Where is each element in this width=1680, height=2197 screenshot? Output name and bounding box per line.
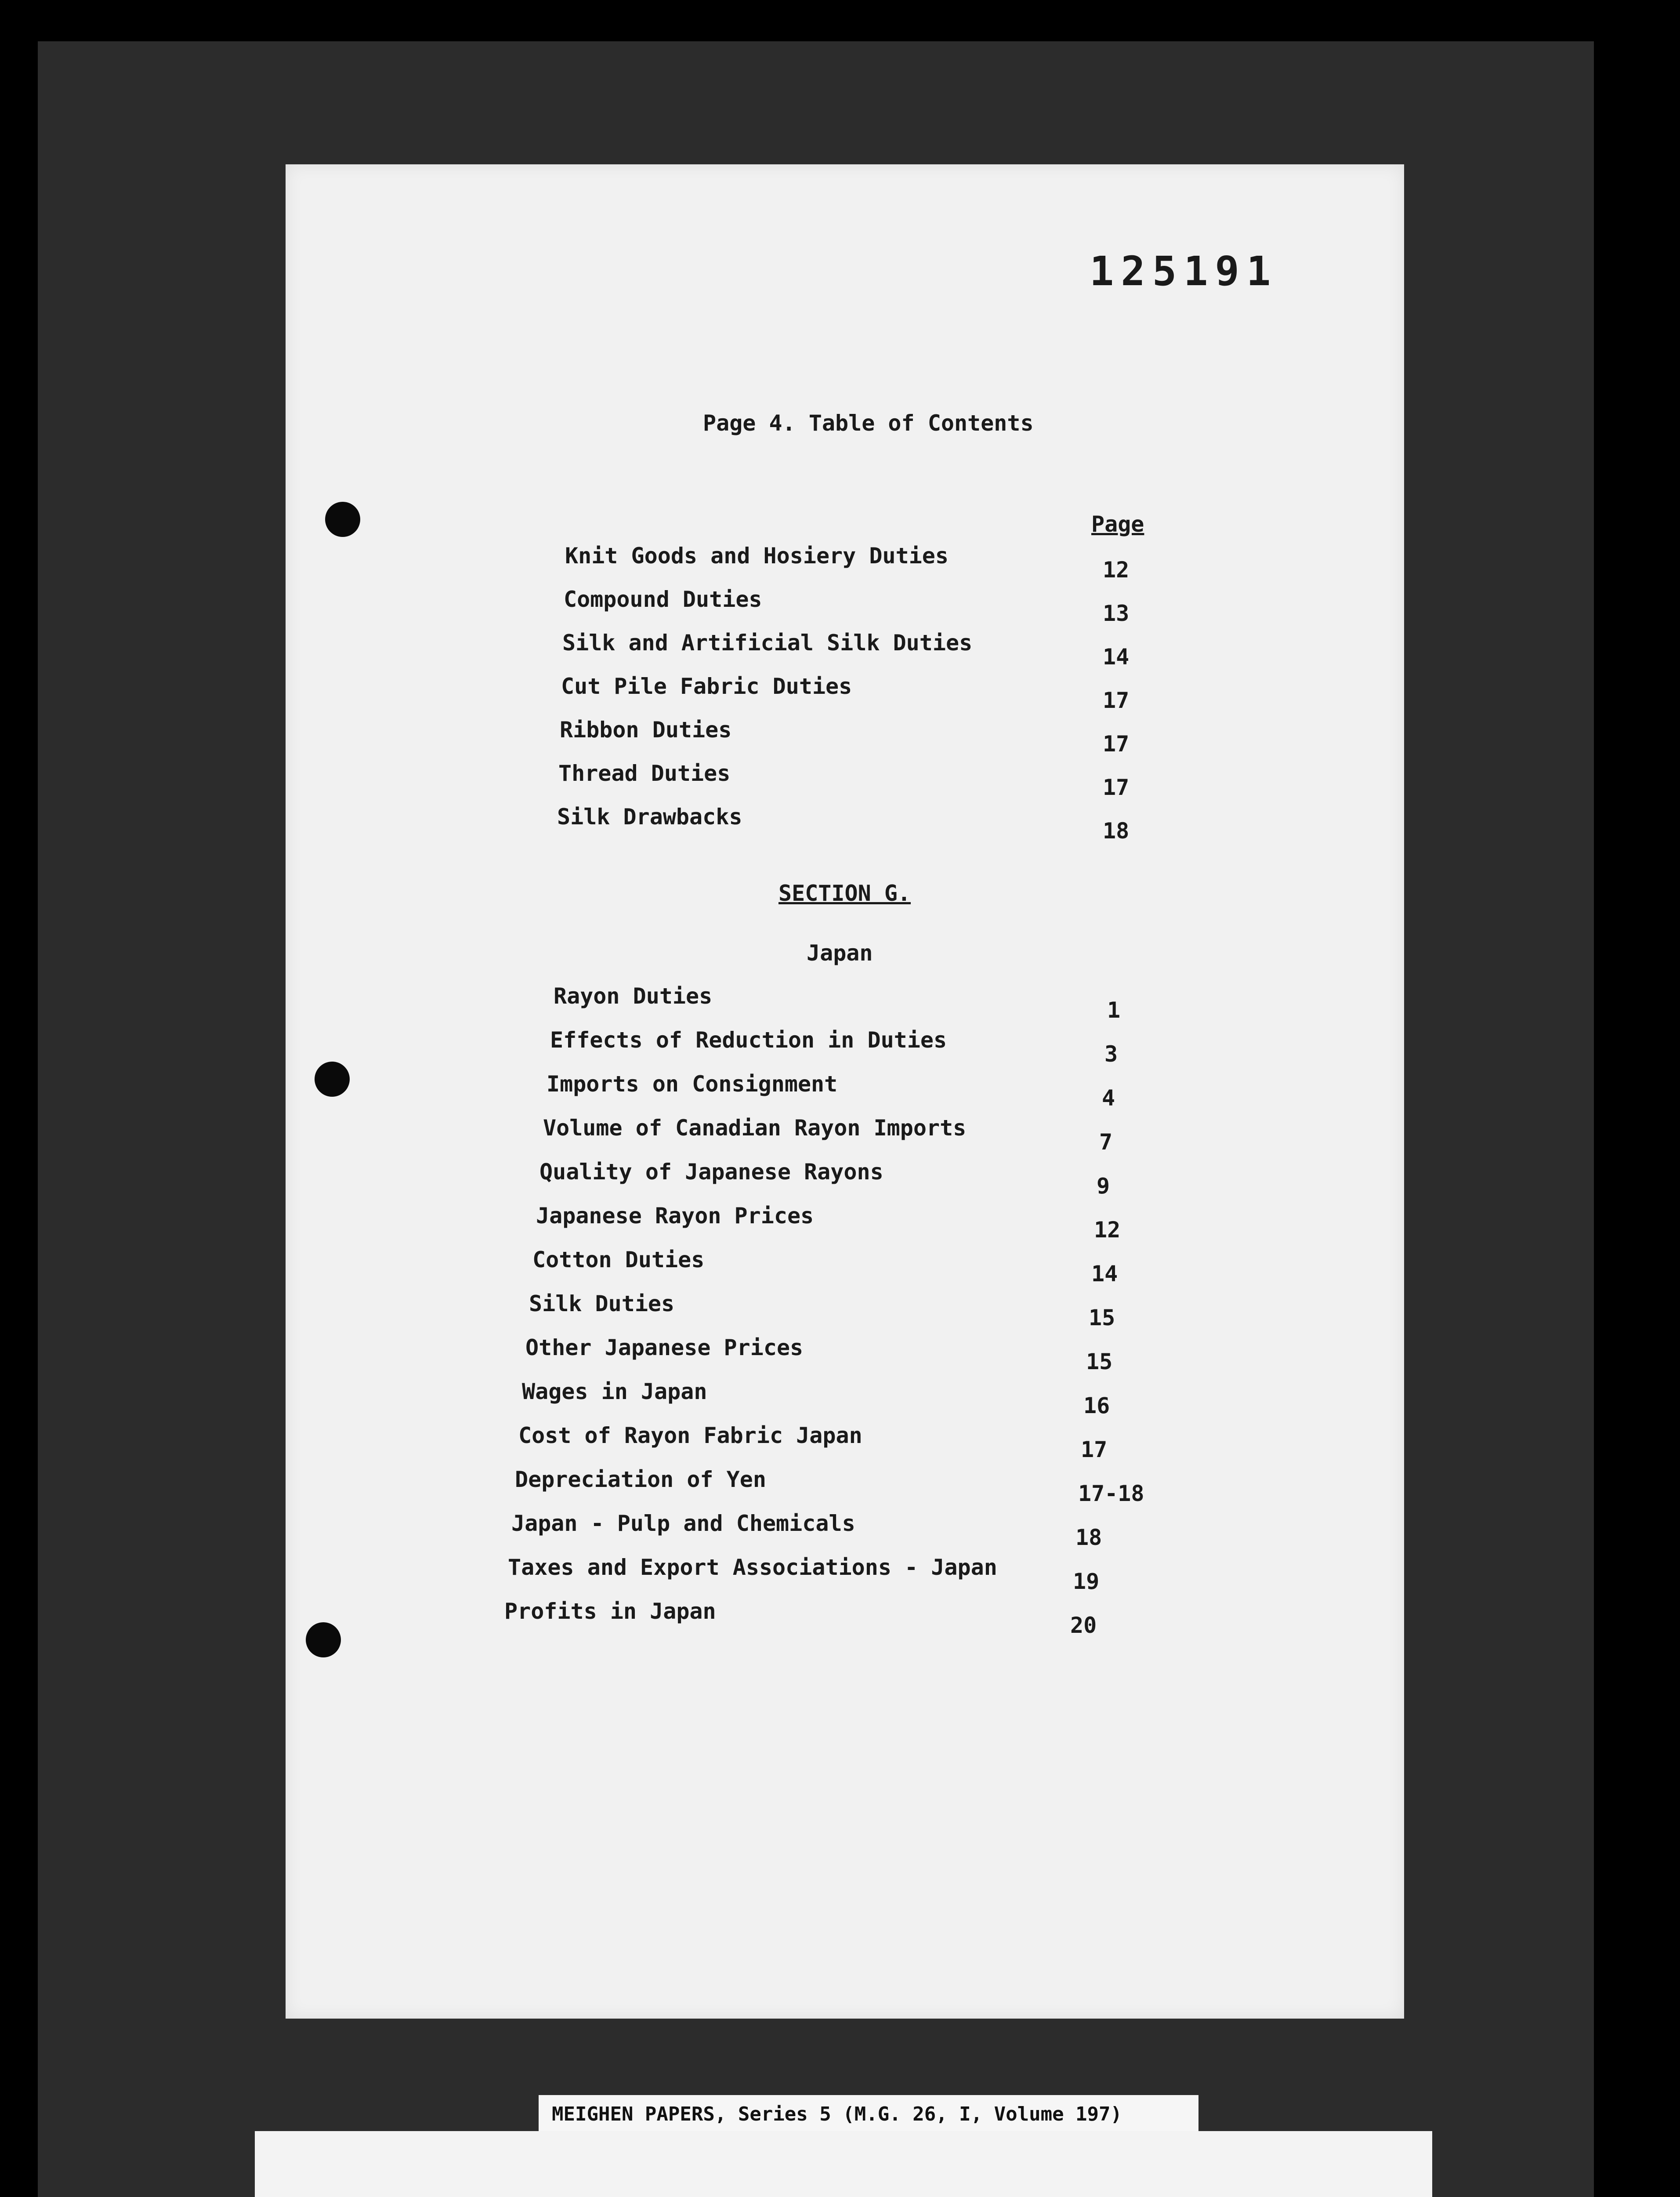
section-heading: SECTION G. [778, 881, 911, 906]
toc-entry-page: 18 [1075, 1525, 1102, 1550]
folio-stamp-number: 125191 [1090, 248, 1278, 295]
toc-entry-page: 12 [1103, 557, 1130, 583]
document-page [286, 164, 1404, 2019]
toc-entry-label: Knit Goods and Hosiery Duties [565, 543, 949, 569]
toc-entry-page: 7 [1099, 1129, 1113, 1155]
archive-label-card [255, 2131, 1432, 2197]
toc-entry-page: 13 [1103, 601, 1130, 626]
section-subheading: Japan [807, 940, 873, 966]
toc-entry-label: Compound Duties [564, 587, 762, 612]
toc-entry-page: 17 [1081, 1437, 1108, 1462]
toc-entry-page: 19 [1073, 1569, 1100, 1594]
toc-entry-label: Cut Pile Fabric Duties [561, 674, 852, 699]
archive-reference-text: MEIGHEN PAPERS, Series 5 (M.G. 26, I, Volume 197) [552, 2103, 1122, 2125]
toc-entry-label: Taxes and Export Associations - Japan [508, 1555, 997, 1580]
toc-entry-label: Volume of Canadian Rayon Imports [543, 1115, 967, 1141]
toc-entry-label: Cotton Duties [532, 1247, 705, 1273]
toc-entry-page: 4 [1102, 1085, 1115, 1111]
toc-entry-page: 17 [1103, 688, 1130, 713]
toc-entry-page: 17 [1103, 775, 1130, 800]
toc-entry-label: Silk Drawbacks [557, 804, 742, 830]
toc-entry-label: Rayon Duties [554, 983, 713, 1009]
binder-hole [315, 1062, 350, 1097]
toc-entry-label: Silk and Artificial Silk Duties [562, 630, 973, 656]
toc-entry-page: 14 [1103, 644, 1130, 670]
page-heading: Page 4. Table of Contents [703, 410, 1034, 436]
toc-entry-page: 15 [1089, 1305, 1115, 1331]
toc-entry-page: 12 [1094, 1217, 1121, 1243]
binder-hole [306, 1622, 341, 1657]
toc-entry-label: Imports on Consignment [547, 1071, 838, 1097]
toc-entry-label: Depreciation of Yen [515, 1467, 766, 1492]
toc-entry-label: Effects of Reduction in Duties [550, 1027, 947, 1053]
toc-entry-page: 3 [1104, 1041, 1118, 1067]
toc-entry-page: 17 [1103, 731, 1130, 757]
toc-entry-page: 16 [1083, 1393, 1110, 1418]
toc-entry-label: Wages in Japan [522, 1379, 707, 1404]
toc-entry-label: Japan - Pulp and Chemicals [511, 1511, 855, 1536]
toc-entry-label: Silk Duties [529, 1291, 675, 1316]
toc-entry-label: Japanese Rayon Prices [536, 1203, 814, 1229]
toc-entry-page: 17-18 [1078, 1481, 1144, 1506]
page-column-header: Page [1091, 511, 1144, 537]
toc-entry-label: Ribbon Duties [560, 717, 732, 743]
toc-entry-page: 9 [1097, 1173, 1110, 1199]
toc-entry-label: Cost of Rayon Fabric Japan [518, 1423, 862, 1448]
toc-entry-label: Thread Duties [558, 761, 731, 786]
binder-hole [325, 502, 360, 537]
toc-entry-page: 15 [1086, 1349, 1113, 1374]
toc-entry-page: 20 [1070, 1613, 1097, 1638]
toc-entry-page: 1 [1107, 997, 1121, 1023]
toc-entry-label: Quality of Japanese Rayons [539, 1159, 883, 1185]
toc-entry-page: 14 [1091, 1261, 1118, 1287]
toc-entry-label: Other Japanese Prices [525, 1335, 804, 1360]
toc-entry-label: Profits in Japan [504, 1599, 716, 1624]
toc-entry-page: 18 [1103, 818, 1130, 844]
